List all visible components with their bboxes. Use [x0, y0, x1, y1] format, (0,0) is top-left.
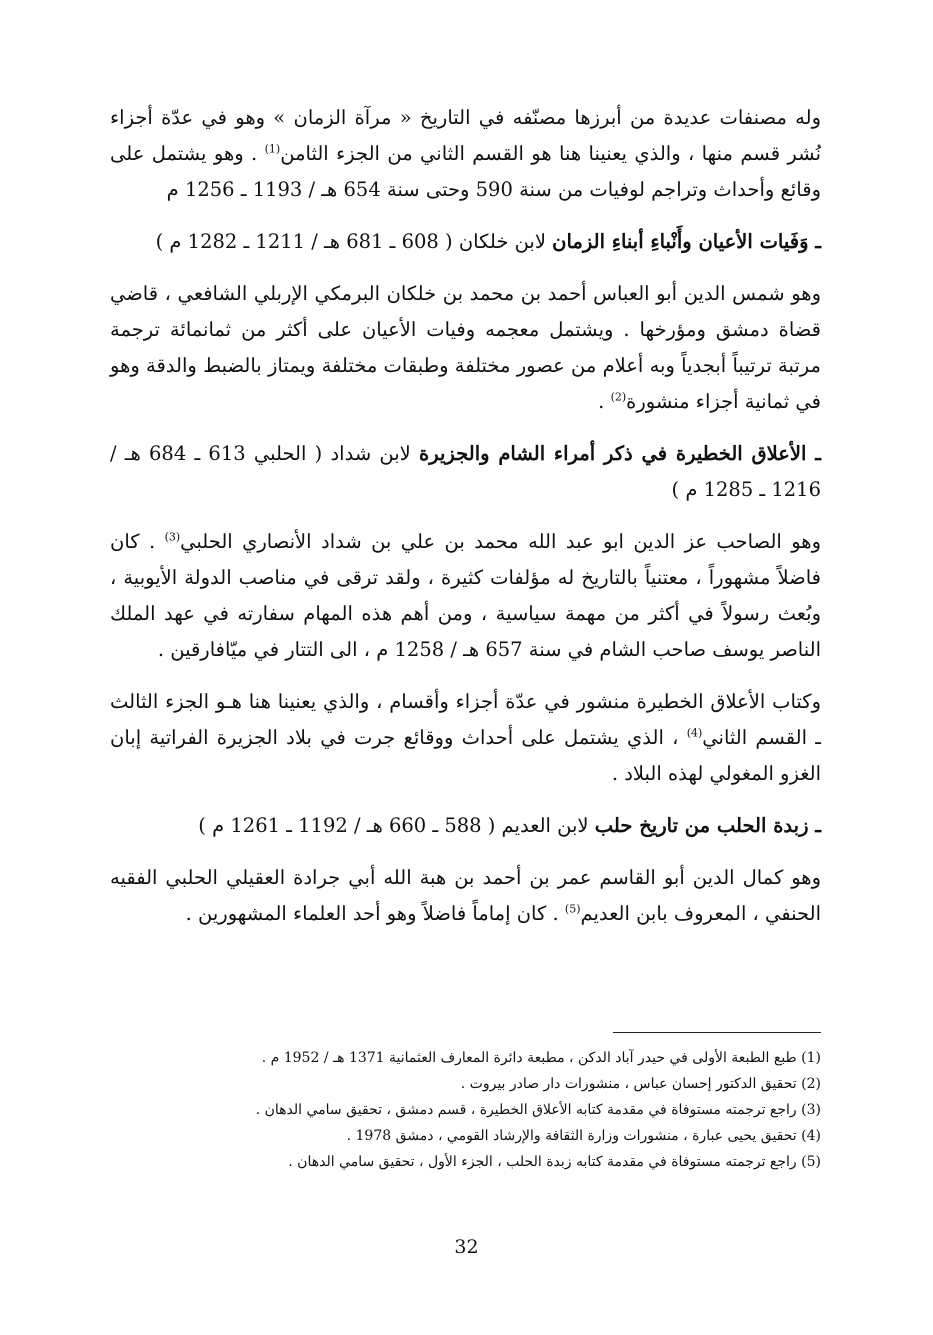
paragraph-text: وله مصنفات عديدة من أبرزها مصنّفه في التاريخ « مرآة الزمان » وهو في عدّة أجزاء نُشر قسم منها ، والذي يعنينا هنا هو القسم الثاني من الجزء الثامن — [110, 106, 821, 165]
paragraph-text: وهو الصاحب عز الدين ابو عبد الله محمد بن علي بن شداد الأنصاري الحلبي — [180, 530, 821, 553]
footnote-ref-2: (2) — [610, 390, 627, 404]
paragraph-alaq-volumes — [110, 684, 821, 792]
paragraph-mirat-al-zaman — [110, 100, 821, 208]
footnote-1: (1) طبع الطبعة الأولى في حيدر آباد الدكن ، مطبعة دائرة المعارف العثمانية 1371 هـ / 1952 م . — [261, 1050, 821, 1066]
heading-zubdat-al-halab — [110, 808, 821, 844]
heading-author-dates: لابن خلكان ( 608 ـ 681 هـ / 1211 ـ 1282 م ) — [155, 230, 553, 253]
paragraph-ibn-al-adim — [110, 860, 821, 932]
footnote-ref-4: (4) — [686, 726, 703, 740]
heading-al-alaq-al-khatira — [110, 436, 821, 508]
paragraph-text: . وهو يشتمل على وقائع وأحداث وتراجم لوفيات من سنة 590 وحتى سنة 654 هـ / 1193 ـ 1256 م — [110, 142, 821, 201]
heading-wafayat-al-ayan — [110, 224, 821, 260]
paragraph-text: وهو كمال الدين أبو القاسم عمر بن أحمد بن هبة الله أبي جرادة العقيلي الحلبي الفقيه الحنفي ، المعروف بابن العديم — [110, 866, 821, 925]
footnote-4: (4) تحقيق يحيى عبارة ، منشورات وزارة الثقافة والإرشاد القومي ، دمشق 1978 . — [346, 1128, 821, 1144]
paragraph-ibn-khallikan — [110, 276, 821, 420]
heading-title: ـ الأعلاق الخطيرة في ذكر أمراء الشام والجزيرة — [419, 442, 821, 465]
heading-title: ـ وَفَيات الأعيان وأَنْباءِ أبناءِ الزمان — [552, 230, 821, 253]
footnote-ref-5: (5) — [564, 902, 581, 916]
footnote-divider — [613, 1032, 821, 1033]
footnote-ref-1: (1) — [264, 142, 281, 156]
footnote-5: (5) راجع ترجمته مستوفاة في مقدمة كتابه زبدة الحلب ، الجزء الأول ، تحقيق سامي الدهان . — [288, 1154, 821, 1170]
paragraph-text: . — [598, 390, 611, 413]
paragraph-text: . كان فاضلاً مشهوراً ، معتنياً بالتاريخ له مؤلفات كثيرة ، ولقد ترقى في مناصب الدولة الأيوبية ، وبُعث رسولاً في أكثر من مهمة سياسية ، ومن أهم هذه المهام سفارته في عهد الملك الناصر يوسف صاحب الشام في سنة 657 هـ / 1258 م ، الى التتار في ميّافارقين . — [110, 530, 821, 661]
page-number: 32 — [454, 1236, 479, 1258]
paragraph-ibn-shaddad — [110, 524, 821, 668]
footnote-3: (3) راجع ترجمته مستوفاة في مقدمة كتابه الأعلاق الخطيرة ، قسم دمشق ، تحقيق سامي الدهان . — [255, 1102, 821, 1118]
heading-author-dates: لابن شداد ( الحلبي 613 ـ 684 هـ / 1216 ـ 1285 م ) — [110, 442, 821, 501]
footnote-ref-3: (3) — [164, 530, 181, 544]
paragraph-text: . كان إماماً فاضلاً وهو أحد العلماء المشهورين . — [185, 902, 565, 925]
heading-author-dates: لابن العديم ( 588 ـ 660 هـ / 1192 ـ 1261 م ) — [198, 814, 595, 837]
paragraph-text: وهو شمس الدين أبو العباس أحمد بن محمد بن خلكان البرمكي الإربلي الشافعي ، قاضي قضاة دمشق ومؤرخها . ويشتمل معجمه وفيات الأعيان على أكثر من ثمانمائة ترجمة مرتبة ترتيباً أبجدياً وبه أعلام من عصور مختلفة وطبقات مختلفة ويمتاز بالضبط والدقة وهو في ثمانية أجزاء منشورة — [110, 282, 821, 413]
heading-title: ـ زبدة الحلب من تاريخ حلب — [594, 814, 821, 837]
paragraph-text: وكتاب الأعلاق الخطيرة منشور في عدّة أجزاء وأقسام ، والذي يعنينا هنا هـو الجزء الثالث ـ القسم الثاني — [110, 690, 822, 749]
footnote-2: (2) تحقيق الدكتور إحسان عباس ، منشورات دار صادر بيروت . — [460, 1076, 821, 1092]
footnotes — [200, 1045, 821, 1175]
paragraph-text: ، الذي يشتمل على أحداث ووقائع جرت في بلاد الجزيرة الفراتية إبان الغزو المغولي لهذه البلاد . — [110, 726, 821, 785]
main-text — [110, 100, 821, 948]
